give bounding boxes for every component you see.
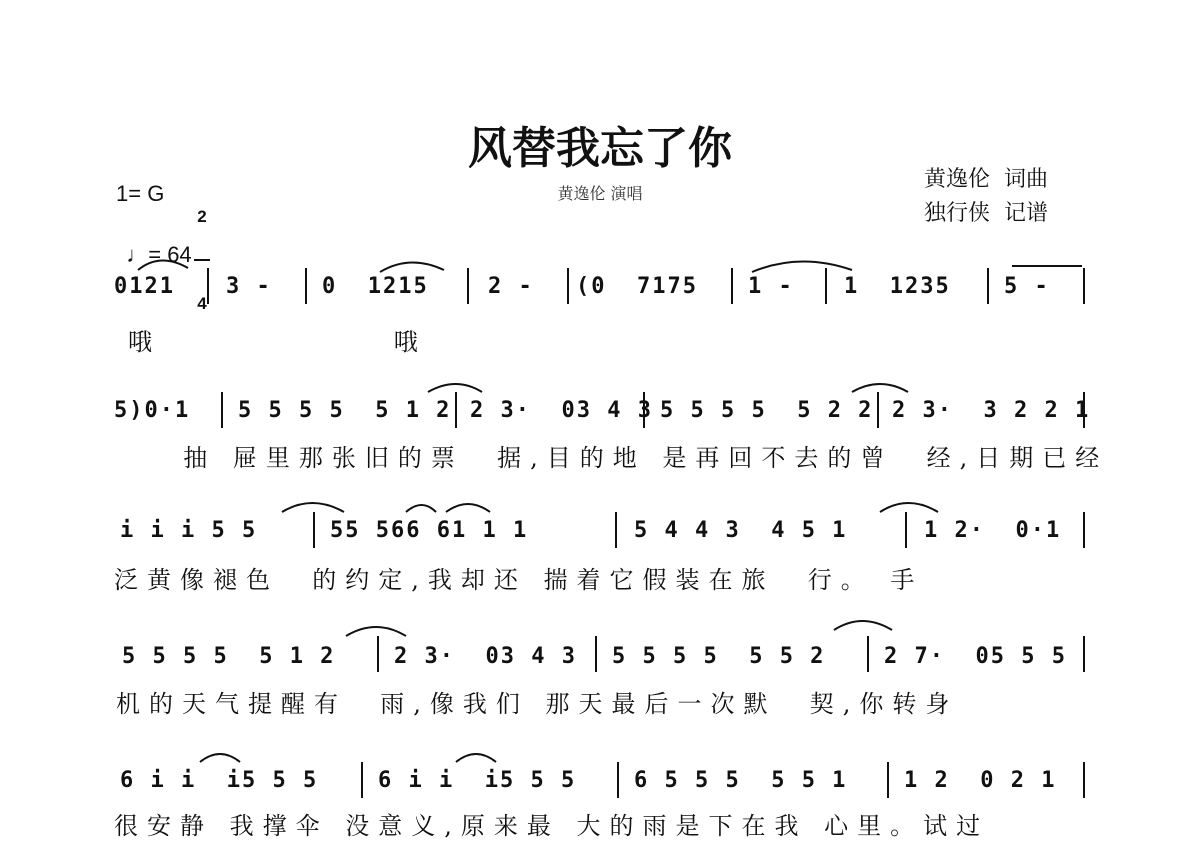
time-signature-top: 2 xyxy=(197,207,207,226)
lyric-line-3: 泛黄像褪色 的约定,我却还 揣着它假装在旅 行。 手 xyxy=(114,566,924,594)
time-signature-bottom: 4 xyxy=(197,294,207,313)
measure-5-1: 6 i i i5 5 5 xyxy=(120,768,319,793)
measure-1-3: 0 1215 xyxy=(322,274,429,299)
key-signature: 1= G xyxy=(116,181,165,206)
measure-4-4: 2 7· 05 5 5 xyxy=(884,644,1067,669)
measure-3-2: 55 566 61 1 1 xyxy=(330,518,529,543)
lyric-line-2: 抽 屉里那张旧的票 据,目的地 是再回不去的曾 经,日期已经 xyxy=(150,444,1109,472)
measure-4-2: 2 3· 03 4 3 xyxy=(394,644,577,669)
measure-1-4: 2 - xyxy=(488,274,534,299)
lyric-line-4: 机的天气提醒有 雨,像我们 那天最后一次默 契,你转身 xyxy=(116,690,959,718)
lyric-line-5: 很安静 我撑伞 没意义,原来最 大的雨是下在我 心里。试过 xyxy=(114,812,990,840)
measure-2-2: 5 5 5 5 5 1 2 xyxy=(238,398,452,423)
performer-credit: 黄逸伦 演唱 xyxy=(557,184,643,203)
measure-5-2: 6 i i i5 5 5 xyxy=(378,768,577,793)
measure-2-3: 2 3· 03 4 3 xyxy=(470,398,653,423)
measure-2-1: 5)0·1 xyxy=(114,398,191,423)
measure-1-6: 1 - xyxy=(748,274,794,299)
tempo-value: = 64 xyxy=(148,242,192,267)
measure-2-4: 5 5 5 5 5 2 2 xyxy=(660,398,874,423)
measure-3-1: i i i 5 5 xyxy=(120,518,258,543)
measure-1-1: 0121 xyxy=(114,274,175,299)
measure-1-5: (0 7175 xyxy=(576,274,698,299)
measure-4-1: 5 5 5 5 5 1 2 xyxy=(122,644,336,669)
measure-4-3: 5 5 5 5 5 5 2 xyxy=(612,644,826,669)
measure-1-7: 1 1235 xyxy=(844,274,951,299)
measure-1-8: 5 - xyxy=(1004,274,1050,299)
measure-3-4: 1 2· 0·1 xyxy=(924,518,1062,543)
measure-5-4: 1 2 0 2 1 xyxy=(904,768,1057,793)
measure-3-3: 5 4 4 3 4 5 1 xyxy=(634,518,848,543)
measure-1-2: 3 - xyxy=(226,274,272,299)
quarter-note-icon: ♩ xyxy=(126,242,149,267)
measure-2-5: 2 3· 3 2 2 1 xyxy=(892,398,1091,423)
lyric-line-1: 哦 哦 xyxy=(128,328,427,356)
lyrics-music-credit: 黄逸伦 词曲 xyxy=(924,167,1048,192)
measure-5-3: 6 5 5 5 5 5 1 xyxy=(634,768,848,793)
page-title: 风替我忘了你 xyxy=(468,123,732,174)
transcriber-credit: 独行侠 记谱 xyxy=(924,201,1048,226)
